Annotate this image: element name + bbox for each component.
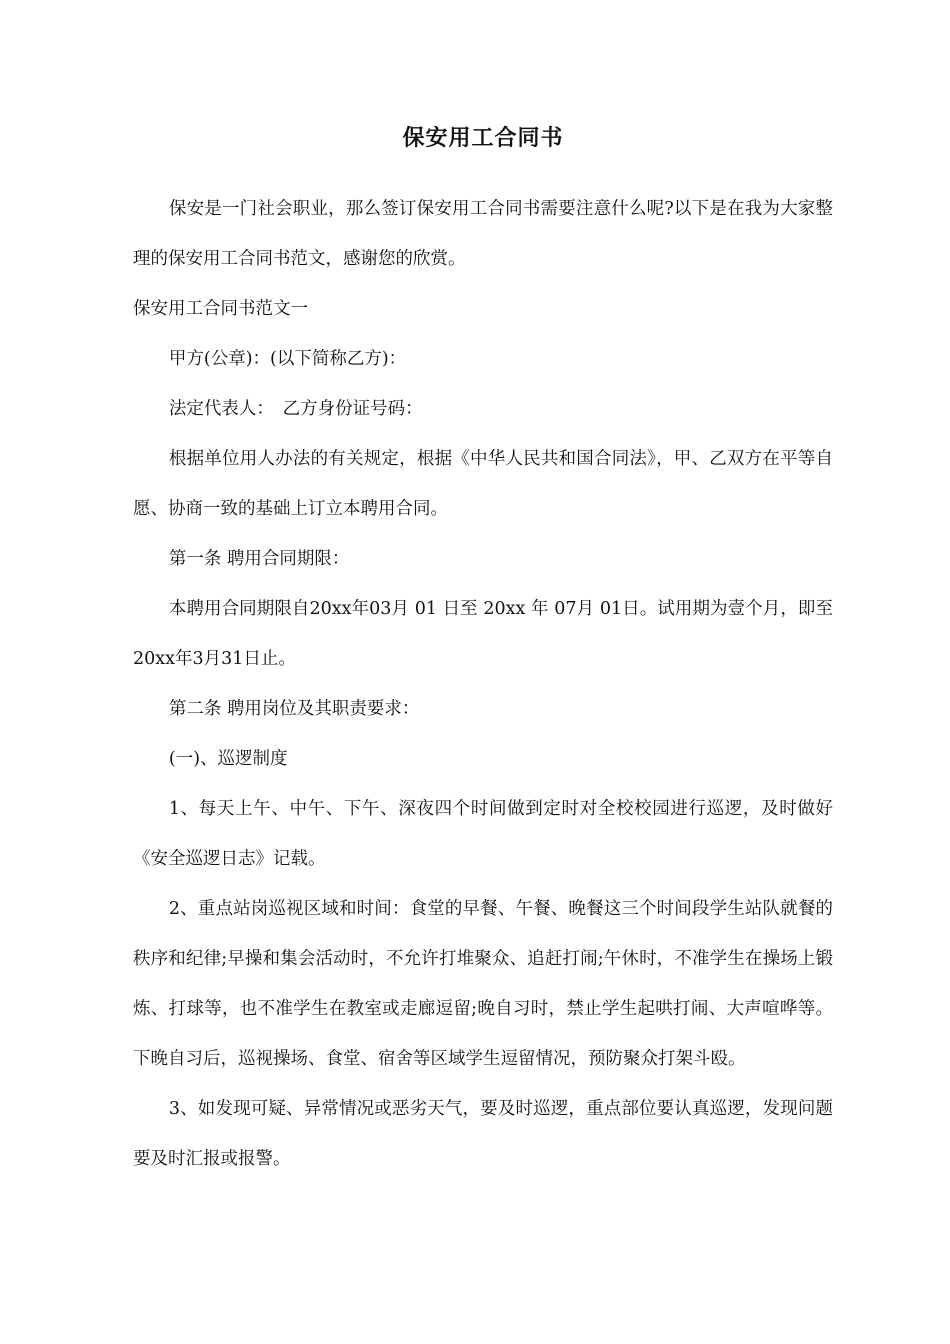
paragraph: 法定代表人： 乙方身份证号码： [168, 399, 423, 419]
paragraph: 本聘用合同期限自20xx年03月 01 日至 20xx 年 07月 01日。试用期为壹个月，即至20xx年3月31日止。 [133, 599, 833, 669]
section-heading: 保安用工合同书范文一 [133, 299, 308, 319]
document-body [133, 112, 833, 1184]
article-heading: 第二条 聘用岗位及其职责要求： [168, 699, 420, 719]
paragraph: 保安是一门社会职业，那么签订保安用工合同书需要注意什么呢?以下是在我为大家整理的保安用工合同书范文，感谢您的欣赏。 [133, 199, 833, 269]
list-item: 2、重点站岗巡视区域和时间：食堂的早餐、午餐、晚餐这三个时间段学生站队就餐的秩序和纪律;早操和集会活动时，不允许打堆聚众、追赶打闹;午休时，不准学生在操场上锻炼、打球等，也不准学生在教室或走廊逗留;晚自习时，禁止学生起哄打闹、大声喧哗等。下晚自习后，巡视操场、食堂、宿舍等区域学生逗留情况，预防聚众打架斗殴。 [133, 899, 833, 1069]
subsection-heading: (一)、巡逻制度 [168, 749, 288, 769]
paragraph: 根据单位用人办法的有关规定，根据《中华人民共和国合同法》，甲、乙双方在平等自愿、协商一致的基础上订立本聘用合同。 [133, 449, 833, 519]
list-item: 1、每天上午、中午、下午、深夜四个时间做到定时对全校校园进行巡逻，及时做好《安全巡逻日志》记载。 [133, 799, 833, 869]
document-title: 保安用工合同书 [402, 126, 564, 151]
article-heading: 第一条 聘用合同期限： [168, 549, 350, 569]
paragraph: 甲方(公章)：(以下简称乙方)： [168, 349, 407, 369]
list-item: 3、如发现可疑、异常情况或恶劣天气，要及时巡逻，重点部位要认真巡逻，发现问题要及时汇报或报警。 [133, 1099, 833, 1169]
